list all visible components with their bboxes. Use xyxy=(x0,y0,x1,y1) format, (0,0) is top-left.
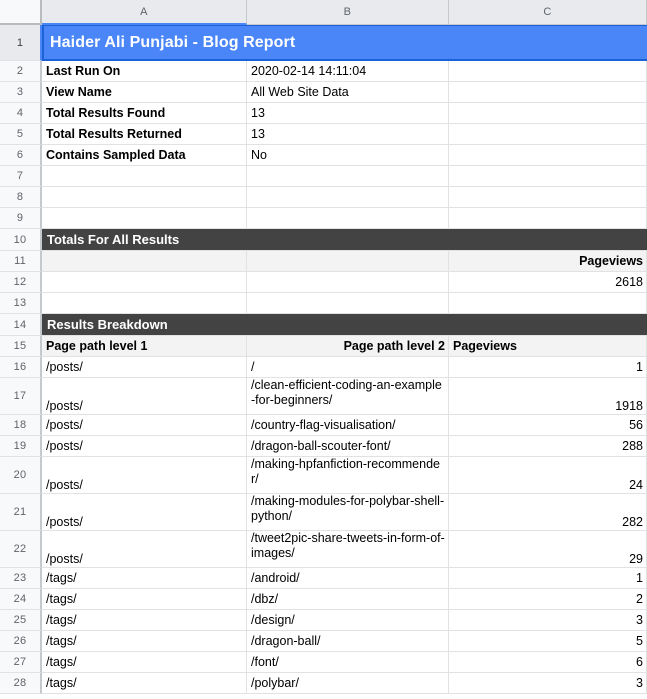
table-row xyxy=(0,457,647,494)
empty-cell[interactable] xyxy=(449,293,647,314)
section-banner-breakdown[interactable]: Results Breakdown xyxy=(42,314,647,336)
cell-page-path-level-1[interactable]: /posts/ xyxy=(42,494,247,531)
empty-cell[interactable] xyxy=(449,208,647,229)
row-header-17[interactable]: 17 xyxy=(0,378,42,415)
table-row xyxy=(0,494,647,531)
row-header-28[interactable]: 28 xyxy=(0,673,42,694)
table-row xyxy=(0,531,647,568)
row-header-16[interactable]: 16 xyxy=(0,357,42,378)
table-row xyxy=(0,187,647,208)
column-header-b[interactable]: B xyxy=(247,0,449,25)
table-row xyxy=(0,568,647,589)
cell-pageviews[interactable]: 5 xyxy=(449,631,647,652)
cell-page-path-level-2[interactable]: /font/ xyxy=(247,652,449,673)
table-row xyxy=(0,82,647,103)
summary-label-last-run-on[interactable]: Last Run On xyxy=(42,61,247,82)
cell-page-path-level-2[interactable]: /country-flag-visualisation/ xyxy=(247,415,449,436)
table-row xyxy=(0,166,647,187)
cell-page-path-level-1[interactable]: /posts/ xyxy=(42,378,247,415)
row-header-21[interactable]: 21 xyxy=(0,494,42,531)
empty-cell[interactable] xyxy=(449,103,647,124)
table-row xyxy=(0,229,647,251)
row-header-2[interactable]: 2 xyxy=(0,61,42,82)
empty-cell[interactable] xyxy=(42,272,247,293)
breakdown-header-pageviews[interactable]: Pageviews xyxy=(449,336,647,357)
table-row xyxy=(0,336,647,357)
cell-page-path-level-2[interactable]: /making-hpfanfiction-recommender/ xyxy=(247,457,449,494)
summary-value-view-name[interactable]: All Web Site Data xyxy=(247,82,449,103)
cell-page-path-level-1[interactable]: /posts/ xyxy=(42,531,247,568)
empty-cell[interactable] xyxy=(42,187,247,208)
table-row xyxy=(0,103,647,124)
summary-label-contains-sampled-data[interactable]: Contains Sampled Data xyxy=(42,145,247,166)
table-row xyxy=(0,415,647,436)
row-header-11[interactable]: 11 xyxy=(0,251,42,272)
empty-cell[interactable] xyxy=(42,251,247,272)
table-row xyxy=(0,25,647,61)
select-all-corner[interactable] xyxy=(0,0,42,25)
cell-page-path-level-1[interactable]: /posts/ xyxy=(42,436,247,457)
empty-cell[interactable] xyxy=(247,293,449,314)
cell-page-path-level-2[interactable]: /dbz/ xyxy=(247,589,449,610)
row-header-9[interactable]: 9 xyxy=(0,208,42,229)
cell-page-path-level-1[interactable]: /posts/ xyxy=(42,457,247,494)
empty-cell[interactable] xyxy=(247,187,449,208)
summary-value-contains-sampled-data[interactable]: No xyxy=(247,145,449,166)
column-header-a[interactable]: A xyxy=(42,0,247,25)
totals-value-pageviews[interactable]: 2618 xyxy=(449,272,647,293)
cell-page-path-level-1[interactable]: /tags/ xyxy=(42,652,247,673)
cell-pageviews[interactable]: 29 xyxy=(449,531,647,568)
row-header-6[interactable]: 6 xyxy=(0,145,42,166)
table-row xyxy=(0,61,647,82)
table-row xyxy=(0,145,647,166)
column-header-c[interactable]: C xyxy=(449,0,647,25)
table-row xyxy=(0,652,647,673)
summary-label-total-results-found[interactable]: Total Results Found xyxy=(42,103,247,124)
row-header-23[interactable]: 23 xyxy=(0,568,42,589)
empty-cell[interactable] xyxy=(42,208,247,229)
cell-page-path-level-2[interactable]: /dragon-ball-scouter-font/ xyxy=(247,436,449,457)
row-header-19[interactable]: 19 xyxy=(0,436,42,457)
row-header-13[interactable]: 13 xyxy=(0,293,42,314)
cell-page-path-level-1[interactable]: /tags/ xyxy=(42,673,247,694)
row-header-3[interactable]: 3 xyxy=(0,82,42,103)
row-header-15[interactable]: 15 xyxy=(0,336,42,357)
cell-page-path-level-2[interactable]: /android/ xyxy=(247,568,449,589)
row-header-25[interactable]: 25 xyxy=(0,610,42,631)
table-row xyxy=(0,610,647,631)
empty-cell[interactable] xyxy=(247,251,449,272)
empty-cell[interactable] xyxy=(449,145,647,166)
cell-page-path-level-2[interactable]: /making-modules-for-polybar-shell-python/ xyxy=(247,494,449,531)
row-header-1[interactable]: 1 xyxy=(0,25,42,61)
cell-pageviews[interactable]: 282 xyxy=(449,494,647,531)
empty-cell[interactable] xyxy=(449,166,647,187)
breakdown-rows xyxy=(0,357,647,694)
empty-cell[interactable] xyxy=(449,82,647,103)
cell-page-path-level-1[interactable]: /tags/ xyxy=(42,631,247,652)
table-row xyxy=(0,251,647,272)
table-row xyxy=(0,293,647,314)
summary-label-total-results-returned[interactable]: Total Results Returned xyxy=(42,124,247,145)
cell-page-path-level-1[interactable]: /posts/ xyxy=(42,415,247,436)
table-row xyxy=(0,673,647,694)
cell-pageviews[interactable]: 1 xyxy=(449,568,647,589)
row-header-18[interactable]: 18 xyxy=(0,415,42,436)
cell-page-path-level-1[interactable]: /tags/ xyxy=(42,589,247,610)
cell-pageviews[interactable]: 2 xyxy=(449,589,647,610)
cell-page-path-level-2[interactable]: /dragon-ball/ xyxy=(247,631,449,652)
table-row xyxy=(0,378,647,415)
breakdown-header-page-path-level-1[interactable]: Page path level 1 xyxy=(42,336,247,357)
cell-page-path-level-1[interactable]: /tags/ xyxy=(42,568,247,589)
empty-cell[interactable] xyxy=(449,61,647,82)
grid-body xyxy=(0,25,647,694)
empty-cell[interactable] xyxy=(42,166,247,187)
row-header-27[interactable]: 27 xyxy=(0,652,42,673)
cell-pageviews[interactable]: 1 xyxy=(449,357,647,378)
empty-cell[interactable] xyxy=(247,272,449,293)
cell-pageviews[interactable]: 3 xyxy=(449,610,647,631)
cell-page-path-level-1[interactable]: /tags/ xyxy=(42,610,247,631)
breakdown-header-page-path-level-2[interactable]: Page path level 2 xyxy=(247,336,449,357)
empty-cell[interactable] xyxy=(449,124,647,145)
empty-cell[interactable] xyxy=(247,166,449,187)
cell-pageviews[interactable]: 56 xyxy=(449,415,647,436)
summary-value-last-run-on[interactable]: 2020-02-14 14:11:04 xyxy=(247,61,449,82)
column-header-row xyxy=(0,0,647,25)
table-row xyxy=(0,436,647,457)
cell-pageviews[interactable]: 1918 xyxy=(449,378,647,415)
table-row xyxy=(0,272,647,293)
row-header-10[interactable]: 10 xyxy=(0,229,42,251)
summary-label-view-name[interactable]: View Name xyxy=(42,82,247,103)
cell-pageviews[interactable]: 24 xyxy=(449,457,647,494)
cell-pageviews[interactable]: 6 xyxy=(449,652,647,673)
cell-page-path-level-2[interactable]: /design/ xyxy=(247,610,449,631)
report-title[interactable]: Haider Ali Punjabi - Blog Report xyxy=(42,25,647,61)
summary-value-total-results-found[interactable]: 13 xyxy=(247,103,449,124)
table-row xyxy=(0,124,647,145)
row-header-8[interactable]: 8 xyxy=(0,187,42,208)
row-header-5[interactable]: 5 xyxy=(0,124,42,145)
summary-value-total-results-returned[interactable]: 13 xyxy=(247,124,449,145)
row-header-26[interactable]: 26 xyxy=(0,631,42,652)
row-header-24[interactable]: 24 xyxy=(0,589,42,610)
empty-cell[interactable] xyxy=(449,187,647,208)
cell-page-path-level-2[interactable]: /tweet2pic-share-tweets-in-form-of-images/ xyxy=(247,531,449,568)
row-header-12[interactable]: 12 xyxy=(0,272,42,293)
empty-cell[interactable] xyxy=(247,208,449,229)
cell-page-path-level-1[interactable]: /posts/ xyxy=(42,357,247,378)
table-row xyxy=(0,589,647,610)
cell-pageviews[interactable]: 288 xyxy=(449,436,647,457)
table-row xyxy=(0,357,647,378)
empty-cell[interactable] xyxy=(42,293,247,314)
cell-pageviews[interactable]: 3 xyxy=(449,673,647,694)
row-header-7[interactable]: 7 xyxy=(0,166,42,187)
table-row xyxy=(0,631,647,652)
row-header-20[interactable]: 20 xyxy=(0,457,42,494)
totals-header-pageviews[interactable]: Pageviews xyxy=(449,251,647,272)
row-header-4[interactable]: 4 xyxy=(0,103,42,124)
cell-page-path-level-2[interactable]: /clean-efficient-coding-an-example-for-beginners/ xyxy=(247,378,449,415)
table-row xyxy=(0,208,647,229)
section-banner-totals[interactable]: Totals For All Results xyxy=(42,229,647,251)
row-header-22[interactable]: 22 xyxy=(0,531,42,568)
cell-page-path-level-2[interactable]: /polybar/ xyxy=(247,673,449,694)
table-row xyxy=(0,314,647,336)
cell-page-path-level-2[interactable]: / xyxy=(247,357,449,378)
row-header-14[interactable]: 14 xyxy=(0,314,42,336)
